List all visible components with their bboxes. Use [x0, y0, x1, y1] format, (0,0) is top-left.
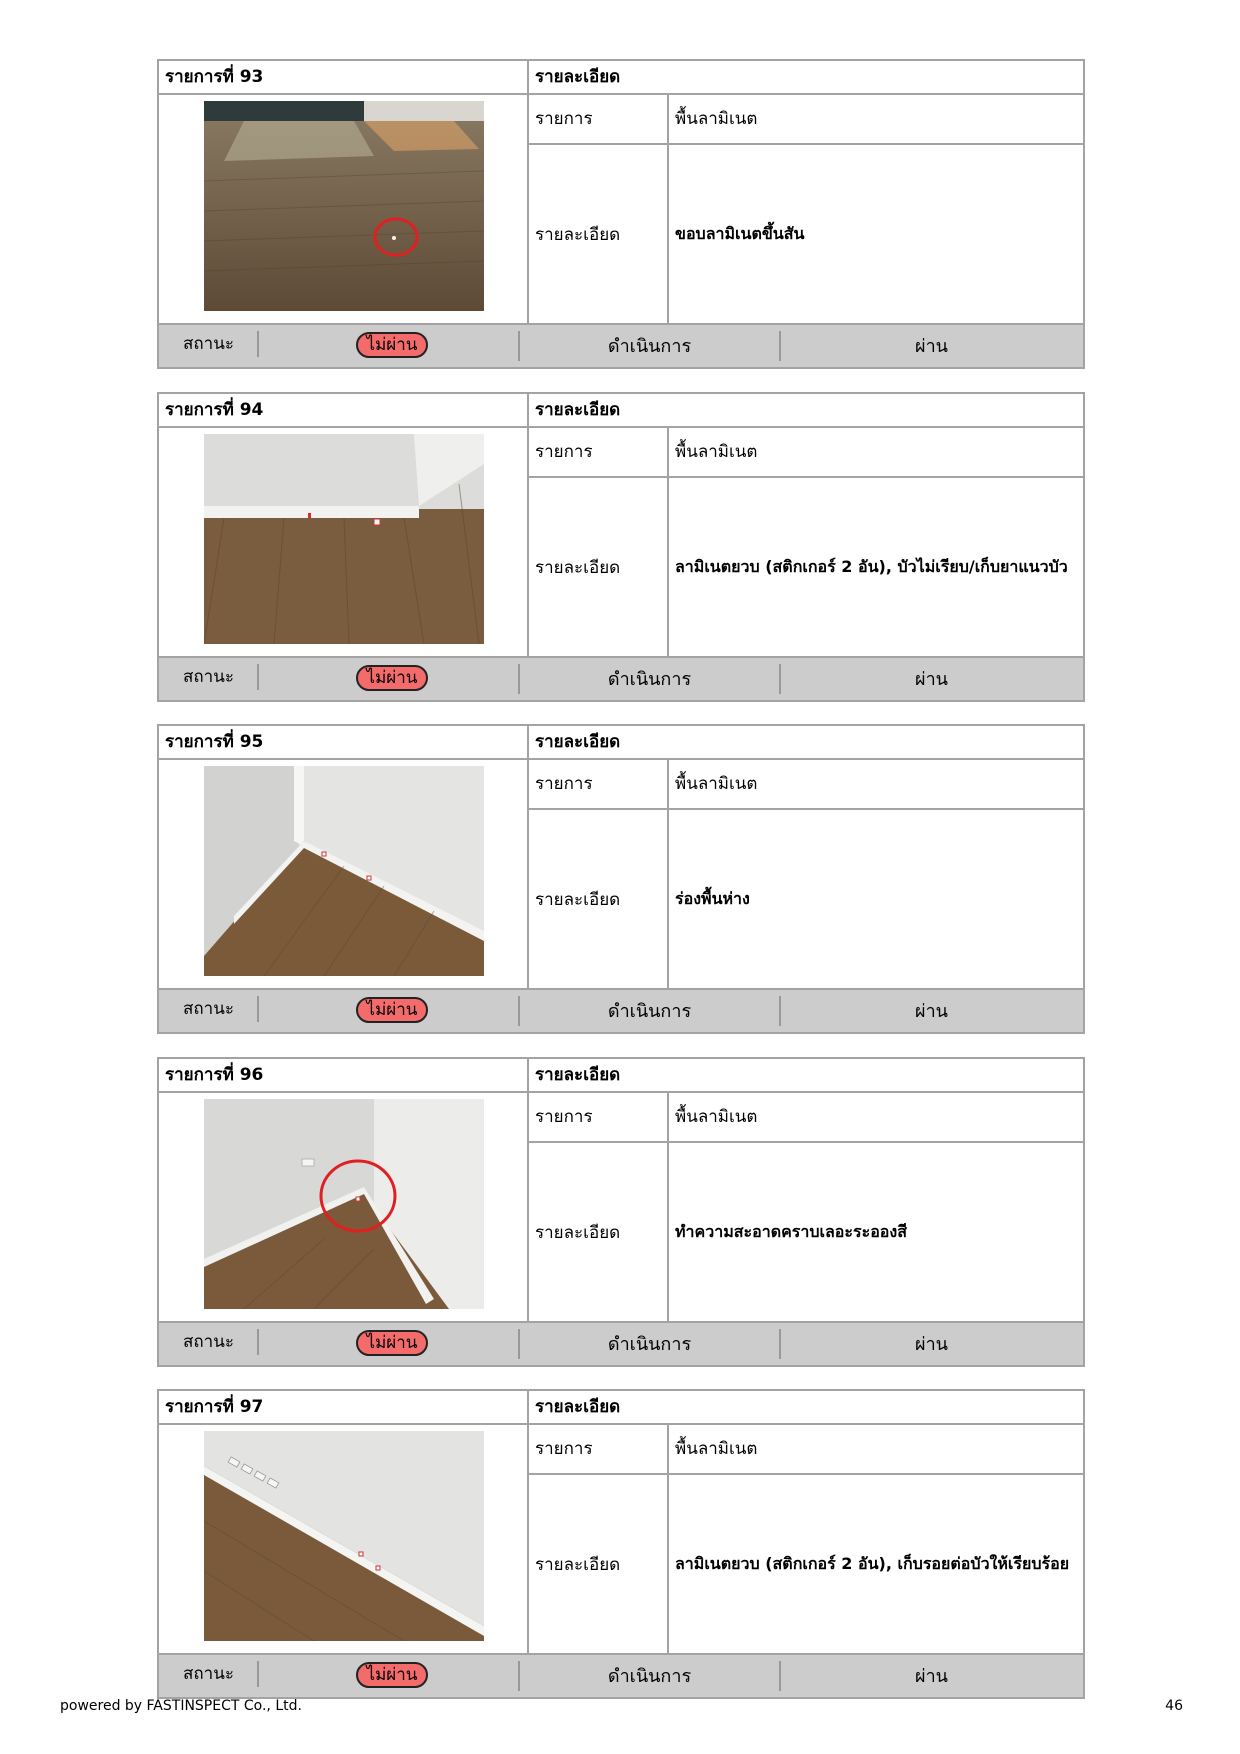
- status-bar: [159, 323, 1083, 367]
- inspection-card-96: [157, 1057, 1085, 1367]
- inspection-card-97: [157, 1389, 1085, 1699]
- item-label: รายการ: [529, 95, 669, 145]
- item-label: รายการ: [529, 1093, 669, 1143]
- details-header: รายละเอียด: [535, 400, 621, 420]
- details-header: รายละเอียด: [535, 1065, 621, 1085]
- photo-cell: [159, 428, 529, 656]
- in-progress-status[interactable]: ดำเนินการ: [607, 1666, 692, 1687]
- defect-photo[interactable]: [204, 101, 484, 311]
- in-progress-status[interactable]: ดำเนินการ: [607, 669, 692, 690]
- status-bar: [159, 1653, 1083, 1697]
- detail-label: รายละเอียด: [529, 810, 669, 988]
- page-number: 46: [1165, 1698, 1183, 1714]
- fail-status-badge[interactable]: ไม่ผ่าน: [356, 332, 428, 358]
- details-header: รายละเอียด: [535, 732, 621, 752]
- detail-value: ขอบลามิเนตขึ้นสัน: [675, 224, 805, 243]
- details-header: รายละเอียด: [535, 67, 621, 87]
- divider: [257, 664, 259, 690]
- status-label: สถานะ: [183, 1332, 234, 1352]
- fail-status-badge[interactable]: ไม่ผ่าน: [356, 997, 428, 1023]
- in-progress-status[interactable]: ดำเนินการ: [607, 1334, 692, 1355]
- detail-label: รายละเอียด: [529, 478, 669, 656]
- pass-status[interactable]: ผ่าน: [915, 1001, 948, 1022]
- divider: [257, 1329, 259, 1355]
- pass-status[interactable]: ผ่าน: [915, 1334, 948, 1355]
- pass-status[interactable]: ผ่าน: [915, 1666, 948, 1687]
- defect-photo[interactable]: [204, 1099, 484, 1309]
- card-header: [159, 1059, 1083, 1093]
- inspection-card-94: [157, 392, 1085, 702]
- photo-cell: [159, 760, 529, 988]
- fail-status-badge[interactable]: ไม่ผ่าน: [356, 1662, 428, 1688]
- detail-value: ลามิเนตยวบ (สติกเกอร์ 2 อัน), เก็บรอยต่อบัวให้เรียบร้อย: [675, 1554, 1070, 1573]
- item-value: พื้นลามิเนต: [669, 760, 1083, 810]
- defect-photo[interactable]: [204, 434, 484, 644]
- item-value: พื้นลามิเนต: [669, 428, 1083, 478]
- item-value: พื้นลามิเนต: [669, 95, 1083, 145]
- detail-value: ลามิเนตยวบ (สติกเกอร์ 2 อัน), บัวไม่เรียบ/เก็บยาแนวบัว: [675, 557, 1068, 576]
- inspection-card-93: [157, 59, 1085, 369]
- card-header: [159, 394, 1083, 428]
- divider: [257, 331, 259, 357]
- detail-value: ทำความสะอาดคราบเลอะระอองสี: [675, 1222, 907, 1241]
- card-header: [159, 61, 1083, 95]
- photo-cell: [159, 95, 529, 323]
- inspection-card-95: [157, 724, 1085, 1034]
- detail-value: ร่องพื้นห่าง: [675, 889, 750, 908]
- divider: [257, 1661, 259, 1687]
- divider: [257, 996, 259, 1022]
- status-label: สถานะ: [183, 1664, 234, 1684]
- status-bar: [159, 988, 1083, 1032]
- item-value: พื้นลามิเนต: [669, 1425, 1083, 1475]
- card-title: รายการที่ 93: [159, 61, 529, 93]
- details-header: รายละเอียด: [535, 1397, 621, 1417]
- fail-status-badge[interactable]: ไม่ผ่าน: [356, 1330, 428, 1356]
- card-title: รายการที่ 94: [159, 394, 529, 426]
- pass-status[interactable]: ผ่าน: [915, 669, 948, 690]
- powered-by-footer: powered by FASTINSPECT Co., Ltd.: [60, 1698, 302, 1714]
- card-title: รายการที่ 96: [159, 1059, 529, 1091]
- item-value: พื้นลามิเนต: [669, 1093, 1083, 1143]
- pass-status[interactable]: ผ่าน: [915, 336, 948, 357]
- card-title: รายการที่ 97: [159, 1391, 529, 1423]
- fail-status-badge[interactable]: ไม่ผ่าน: [356, 665, 428, 691]
- in-progress-status[interactable]: ดำเนินการ: [607, 336, 692, 357]
- defect-photo[interactable]: [204, 1431, 484, 1641]
- item-label: รายการ: [529, 1425, 669, 1475]
- status-bar: [159, 1321, 1083, 1365]
- detail-label: รายละเอียด: [529, 1143, 669, 1321]
- detail-label: รายละเอียด: [529, 1475, 669, 1653]
- status-bar: [159, 656, 1083, 700]
- status-label: สถานะ: [183, 667, 234, 687]
- in-progress-status[interactable]: ดำเนินการ: [607, 1001, 692, 1022]
- photo-cell: [159, 1093, 529, 1321]
- card-header: [159, 1391, 1083, 1425]
- item-label: รายการ: [529, 760, 669, 810]
- photo-cell: [159, 1425, 529, 1653]
- defect-photo[interactable]: [204, 766, 484, 976]
- card-title: รายการที่ 95: [159, 726, 529, 758]
- item-label: รายการ: [529, 428, 669, 478]
- card-header: [159, 726, 1083, 760]
- status-label: สถานะ: [183, 999, 234, 1019]
- status-label: สถานะ: [183, 334, 234, 354]
- detail-label: รายละเอียด: [529, 145, 669, 323]
